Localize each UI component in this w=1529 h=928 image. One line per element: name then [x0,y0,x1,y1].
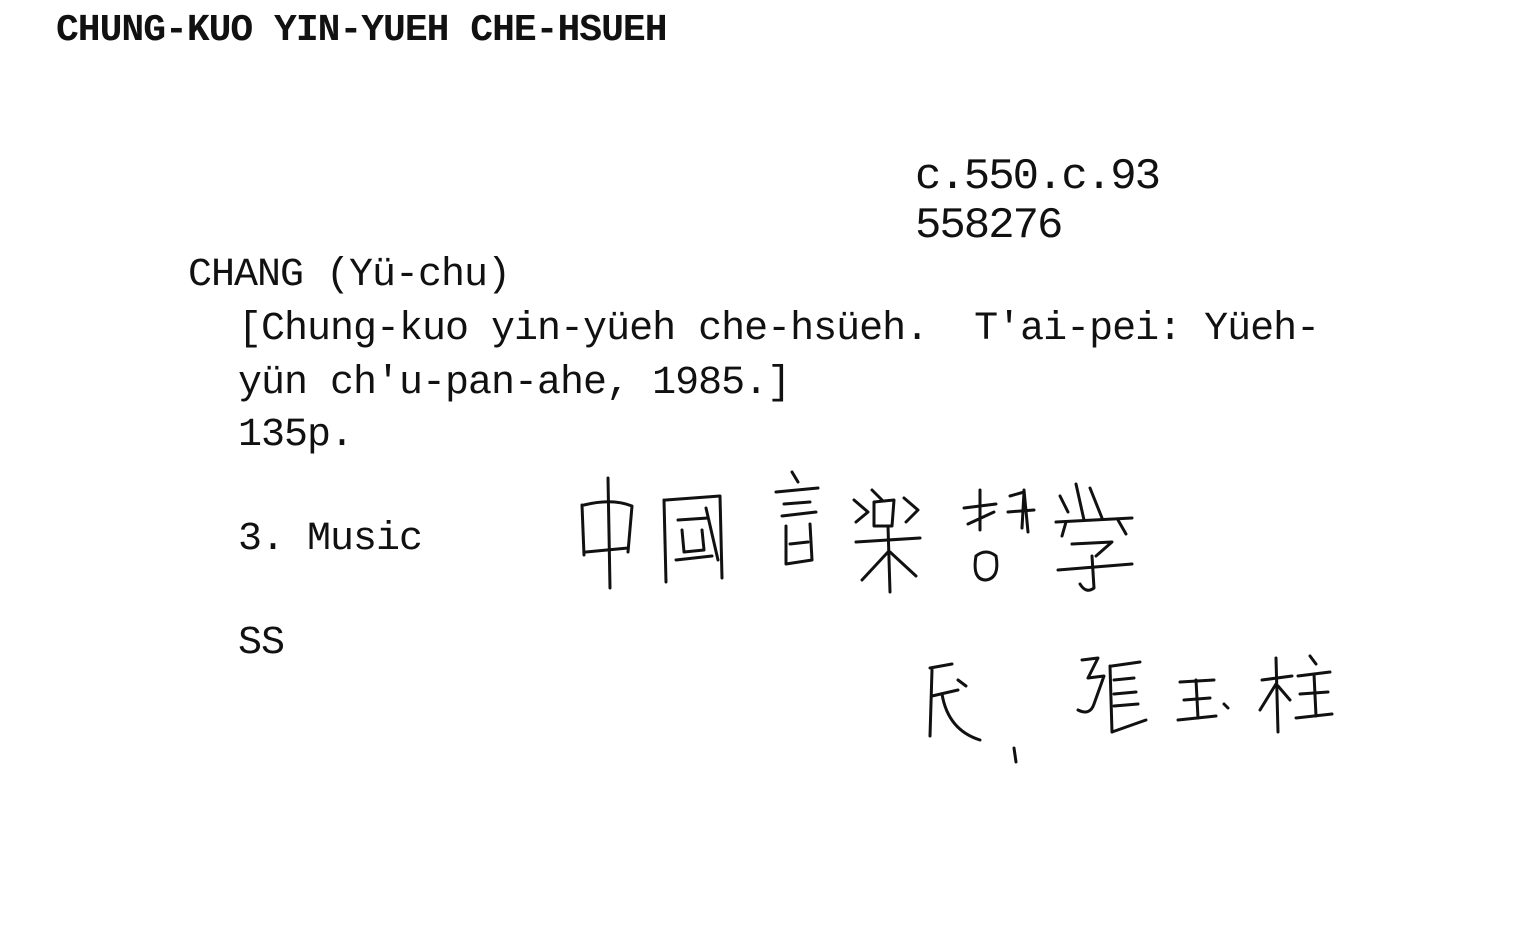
shelfmark: c.550.c.93 [915,152,1160,202]
cataloguer-initials: SS [238,621,285,666]
pagination: 135p. [238,413,354,458]
handwritten-author-drawing [918,650,1338,770]
handwritten-chinese-title [572,460,1142,600]
subject-heading: 3. Music [238,517,423,562]
accession-number: 558276 [915,201,1062,251]
card-heading: CHUNG-KUO YIN-YUEH CHE-HSUEH [56,9,667,52]
handwritten-chinese-author [918,650,1338,770]
author-entry: CHANG (Yü-chu) [188,253,511,298]
title-line-1: [Chung-kuo yin-yüeh che-hsüeh. T'ai-pei: Yüeh- [238,307,1320,352]
handwritten-title-drawing [572,460,1142,600]
title-line-2: yün ch'u-pan-ahe, 1985.] [238,361,791,406]
